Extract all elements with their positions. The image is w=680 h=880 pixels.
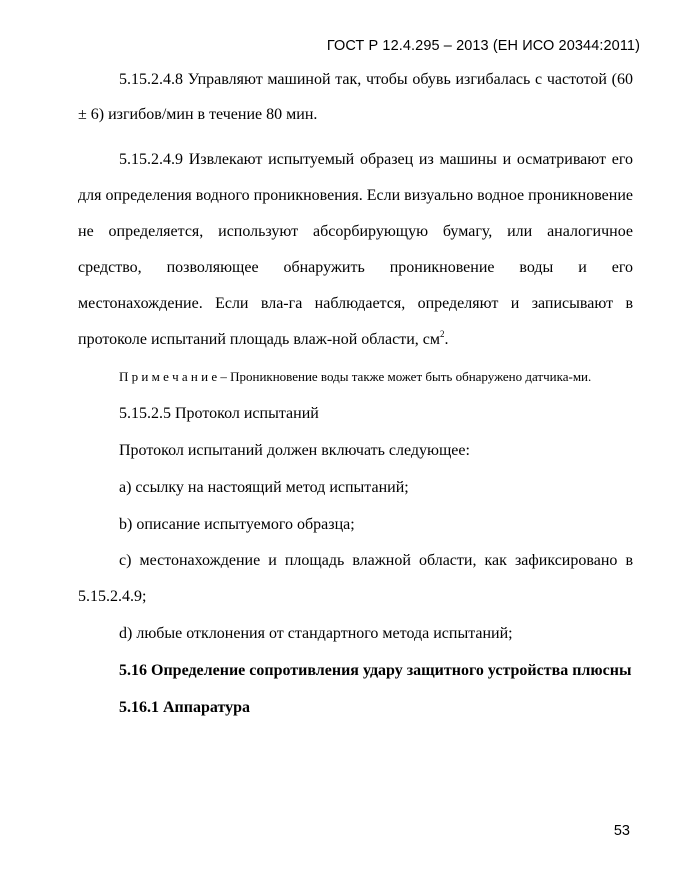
paragraph-5-15-2-4-8: 5.15.2.4.8 Управляют машиной так, чтобы обувь изгибалась с частотой (60 ± 6) изгибов/мин в течение 80 мин. [78,71,633,123]
page-header-standard-code: ГОСТ Р 12.4.295 – 2013 (ЕН ИСО 20344:2011) [326,38,640,54]
page-number: 53 [613,823,630,839]
report-item-c: c) местонахождение и площадь влажной области, как зафиксировано в 5.15.2.4.9; [78,552,633,605]
note-text: Проникновение воды также может быть обнаружено датчика-ми. [230,369,592,384]
report-item-b: b) описание испытуемого образца; [119,516,355,533]
paragraph-5-15-2-4-9-end: . [444,331,449,348]
report-intro: Протокол испытаний должен включать следующее: [119,442,470,459]
paragraph-5-15-2-4-9 [78,142,633,358]
unit-exponent: 2 [439,329,445,339]
report-item-a: a) ссылку на настоящий метод испытаний; [119,479,409,496]
paragraph-5-15-2-4-9-text: 5.15.2.4.9 Извлекают испытуемый образец из машины и осматривают его для определения водного проникновения. Если визуально водное проникновение не определяется, используют абсорбирующую бумагу, или аналогичное средство, позволяющее обнаружить проникновение воды и его местонахождение. Если вла-га наблюдается, определяют и записывают в протоколе испытаний площадь влаж-ной области, см [78,151,633,348]
section-heading-5-16: 5.16 Определение сопротивления удару защитного устройства плюсны [119,662,632,679]
page-body [78,62,633,726]
heading-5-15-2-5: 5.15.2.5 Протокол испытаний [119,405,319,422]
note [78,368,633,385]
note-label: П р и м е ч а н и е – [119,369,227,384]
section-heading-5-16-1: 5.16.1 Аппаратура [119,699,251,716]
report-item-d: d) любые отклонения от стандартного метода испытаний; [119,625,513,642]
